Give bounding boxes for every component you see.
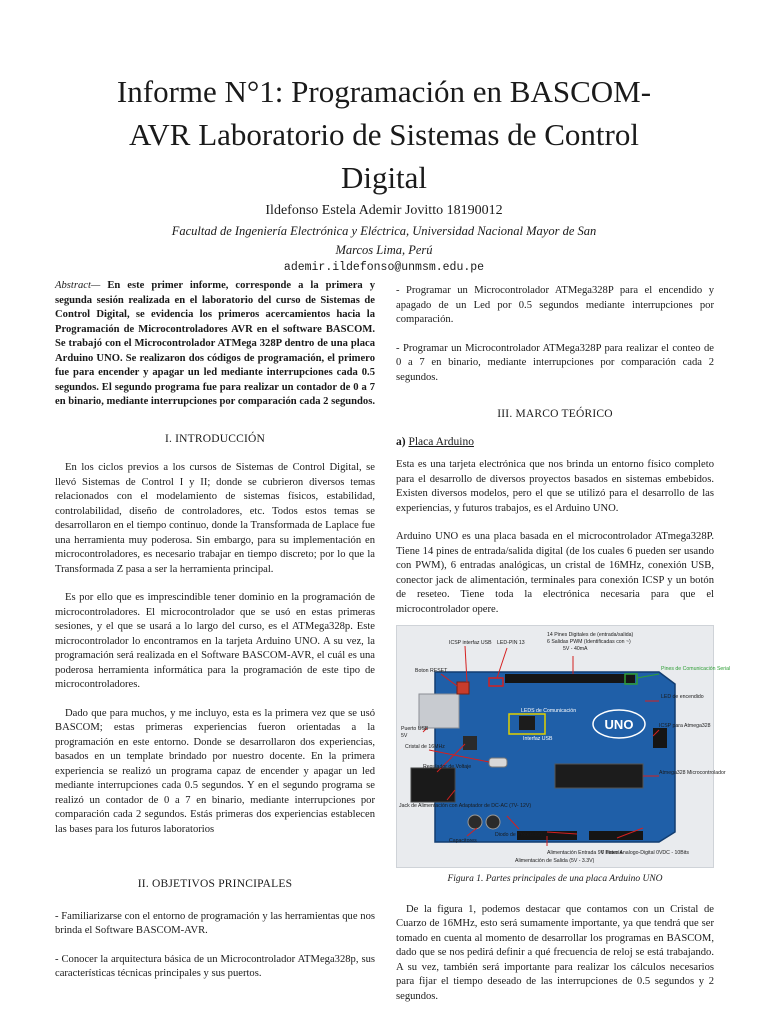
label-usb-port: Puerto USB [401,726,429,732]
affiliation-line-2: Marcos Lima, Perú [335,243,433,257]
arduino-figure [396,625,731,868]
author-email: ademir.ildefonso@unmsm.edu.pe [283,261,485,274]
regulator-shape [463,736,477,750]
objective-item-4: - Programar un Microcontrolador ATMega328P para realizar el conteo de 0 a 7 en binario, mediante interrupciones por comparación cada 2 segundos. [396,342,714,383]
label-pwm-pins: 6 Salidas PWM (Identificadas con ~) [547,639,631,645]
crystal-shape [489,758,507,767]
capacitor-2 [486,815,500,829]
label-atmega: Atmega328 Microcontrolador [659,770,726,776]
icsp-header [653,728,667,748]
label-jack: Jack de Alimentación con Adaptador de DC-AC (7V- 12V) [399,803,532,809]
capacitor-1 [468,815,482,829]
theory-paragraph-2: Arduino UNO es una placa basada en el microcontrolador ATmega328P. Tiene 14 pines de entrada/salida digital (de los cuales 6 pueden ser usando con PWM), 6 entradas analógicas, un cristal de 16MHz, conexión USB, conector jack de alimentación, terminales para conexión ICSP y un botón de reseteo. Tiene toda la electrónica necesaria para que el microcontrolador opere. [396,531,714,615]
left-column [55,279,375,982]
label-regulator: Regulador de Voltaje [423,764,472,770]
label-power-input: Alimentación Entrada 9V Batería [547,850,623,856]
label-diode: Diodo de Protección [495,832,542,838]
analog-header [589,831,643,840]
section-heading-theory: III. MARCO TEÓRICO [497,408,613,420]
label-pin-current: 5V - 40mA [563,646,588,652]
label-reset-button: Boton RESET [415,668,448,674]
board-text: UNO [604,717,634,732]
label-led-pin13: LED-PIN 13 [497,640,525,646]
atmega-chip [555,764,643,788]
paper-header [0,70,768,274]
figure-caption: Figura 1. Partes principales de una placa Arduino UNO [447,874,663,884]
objective-item-3: - Programar un Microcontrolador ATMega328P para el encendido y apagado de un Led por 0.5 segundos mediante interrupciones por comparación. [396,285,714,325]
theory-paragraph-3: De la figura 1, podemos destacar que contamos con un Cristal de Cuarzo de 16MHz, esto será sumamente importante, ya que tendrá que ser tomado en cuenta al momento de desarrollar los programas en BASCOM, dado que se nos pedirá definir a qué frecuencia de reloj se está trabajando. A su vez, también será importante para realizar los cálculos necesarios para fijar el tiempo deseado de las interrupciones de 0.5 segundos y 2 segundos. [396,903,714,1002]
abstract-text: En este primer informe, corresponde a la primera y segunda sesión realizada en el laboratorio del curso de Sistemas de Control Digital, se evidencia los primeros acercamientos hacia la Programación de Microcontroladores AVR en el software BASCOM. Se trabajó con el Microcontrolador ATMega 328P dentro de una placa Arduino UNO. Se realizaron dos códigos de programación, el primero fue para encender y apagar un led mediante interrupciones cada 0.5 segundos. El segundo programa fue para realizar un contador de 0 a 7 en binario, mediante interrupciones por comparación cada 2 segundos. [55,280,375,407]
label-usb-port-v: 5V [401,733,408,739]
label-power-output: Alimentación de Salida (5V - 3.3V) [515,858,595,864]
affiliation-line-1: Facultad de Ingeniería Electrónica y Eléctrica, Universidad Nacional Mayor de San [171,224,597,238]
intro-paragraph-2: Es por ello que es imprescindible tener dominio en la programación de microcontroladores. El microcontrolador que se usó en estas primeras sesiones, y el que se usará a lo largo del curso, es el ATMega328p. Este microcontrolador lo encontramos en la tarjeta Arduino UNO. A su vez, la programación será realizada en el Software BASCOM-AVR, el cuál es una poderosa herramienta informática para la programación de este tipo de microcontroladores. [55,592,375,690]
author-line: Ildefonso Estela Ademir Jovitto 18190012 [265,203,503,218]
label-digital-pins: 14 Pines Digitales de (entrada/salida) [547,632,634,638]
right-column [396,284,731,1004]
label-icsp-usb: ICSP interfaz USB [449,640,492,646]
abstract-lead: Abstract— [55,280,101,291]
usb-interface-chip [519,716,535,730]
label-crystal: Cristal de 16MHz [405,744,445,750]
affiliation [0,222,768,260]
digital-header [505,674,635,683]
subsection-heading-arduino [396,435,714,450]
label-serial-pins: Pines de Comunicación Serial [661,666,731,672]
intro-paragraph-1: En los ciclos previos a los cursos de Sistemas de Control Digital, se llevó Sistemas de Control I y II; donde se cubrieron diversos temas relacionados con el modelamiento de sistemas físicos, estabilidad, controlabilidad, diseño de controladores, etc. Todos estos temas se desarrollaron en el tiempo continuo, donde la Transformada de Laplace fue una herramienta muy poderosa. Sin embargo, para su implementación en microcontroladores, es necesario trabajar en tiempo discreto; por lo que la Transformada Z pasa a ser la herramienta principal. [55,462,375,575]
label-icsp-atmega: ICSP para Atmega328 [659,723,711,729]
label-capacitors: Capacitores [449,838,477,844]
label-comm-leds: LEDS de Comunicación [521,708,577,714]
section-heading-objectives: II. OBJETIVOS PRINCIPALES [137,878,293,890]
label-power-led: LED de encendido [661,694,704,700]
usb-port-shape [419,694,459,728]
intro-paragraph-3: Dado que para muchos, y me incluyo, esta es la primera vez que se usó BASCOM; estas primeras experiencias fueron orientadas a la programación en este entorno. Donde se desarrollaron dos experiencias, basados en un template brindado por nuestro docente. En la primera experiencia se realizó un programa capaz de encender y apagar un led mediante interrupciones cada 0.5 segundos. Y en el segundo programa se realizó un contador de 0 a 7 en binario, mediante interrupciones por comparación cada 2 segundos. Estás primeras dos experiencias establecen las bases para los futuros laboratorios [55,707,375,835]
subsection-title: Placa Arduino [408,435,474,448]
reset-button-shape [457,682,469,694]
objective-item-1: - Familiarizarse con el entorno de programación y las herramientas que nos brinda el Software BASCOM-AVR. [55,910,375,936]
subsection-label: a) [396,435,406,448]
paper-title: Informe N°1: Programación en BASCOM-AVR Laboratorio de Sistemas de Control Digital [116,74,652,195]
theory-paragraph-1: Esta es una tarjeta electrónica que nos brinda un entorno físico completo para el desarrollo de diversos proyectos basados en sistemas embebidos. Existen diversos modelos, pero el que se utilizó para el desarrollo de las experiencias, y futuros trabajos, es el Arduino UNO. [396,459,714,514]
abstract [55,279,375,410]
label-analog-pins: 6 Pines Analogo-Digital 0VDC - 10Bits [601,850,689,856]
section-heading-intro: I. INTRODUCCIÓN [164,432,266,445]
label-usb-interface: Interfaz USB [523,736,553,742]
dc-jack-shape [411,768,455,802]
objective-item-2: - Conocer la arquitectura básica de un Microcontrolador ATMega328p, sus características técnicas principales y sus puertos. [55,953,375,979]
